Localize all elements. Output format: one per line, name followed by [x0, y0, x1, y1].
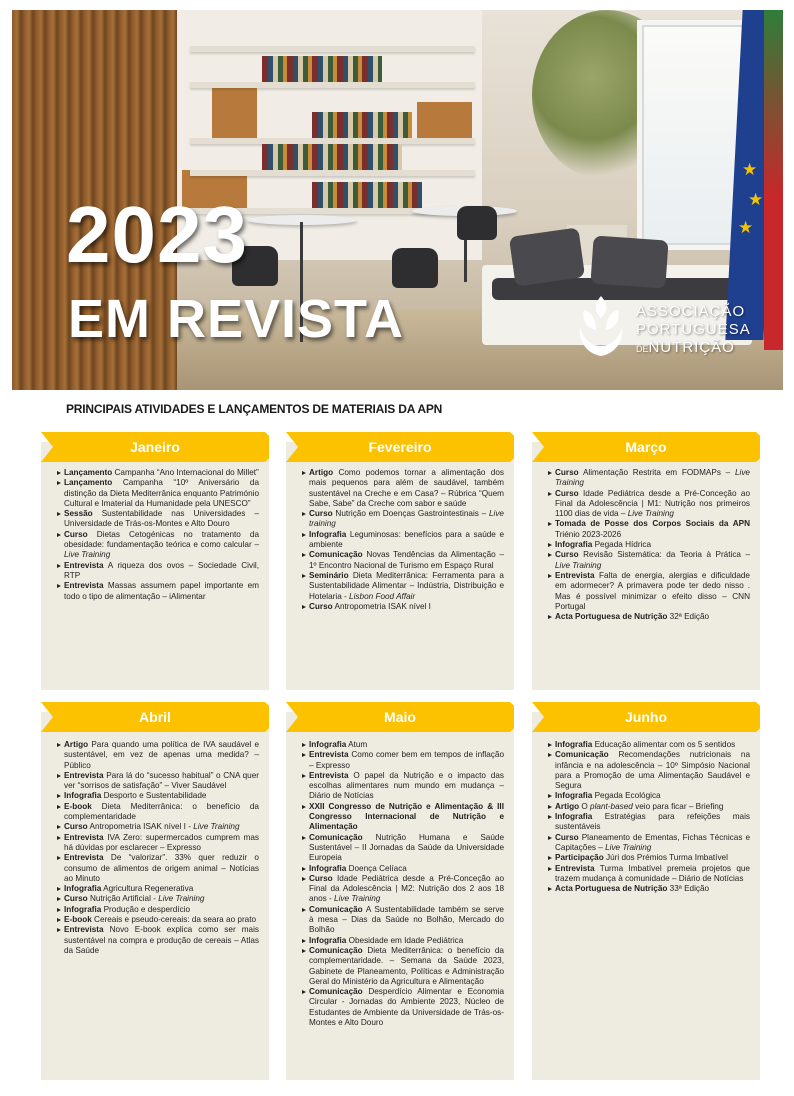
activity-item [548, 864, 750, 885]
activity-item [548, 853, 750, 863]
logo-line-3 [636, 339, 751, 358]
activity-item [302, 987, 504, 1028]
activity-item [57, 530, 259, 561]
activity-text: 32ª Edição [669, 612, 710, 622]
activity-text: Educação alimentar com os 5 sentidos [594, 740, 736, 749]
apn-logo [574, 292, 774, 362]
month-title: Maio [384, 709, 416, 725]
activity-list [57, 468, 259, 602]
activity-item [57, 791, 259, 801]
activity-type: Tomada de Posse dos Corpos Sociais da APN [555, 519, 750, 529]
activity-type: Comunicação [309, 945, 363, 955]
activity-text: Campanha “Ano Internacional do Millet” [114, 468, 259, 477]
activity-type: Curso [555, 832, 579, 842]
logo-line-2: PORTUGUESA [636, 321, 751, 338]
activity-item [57, 478, 259, 509]
activity-item [548, 519, 750, 540]
activity-text: 33ª Edição [669, 884, 710, 894]
logo-line-3-text: NUTRIÇÃO [648, 339, 735, 356]
activity-type: Entrevista [309, 770, 349, 780]
month-title: Junho [625, 709, 667, 725]
wheat-logo-icon [574, 292, 628, 360]
activity-italic: Live Training [193, 822, 240, 832]
activity-item [57, 771, 259, 792]
chair [392, 248, 438, 288]
activity-text: Nutrição em Doenças Gastrointestinais – [335, 509, 489, 519]
activity-text: Júri dos Prémios Turma Imbatível [605, 853, 728, 863]
activity-type: Infografia [64, 904, 102, 914]
activity-item [302, 833, 504, 864]
activity-text: Alimentação Restrita em FODMAPs – [582, 468, 735, 477]
books [312, 182, 422, 208]
activity-type: Entrevista [64, 925, 104, 935]
activity-type: Comunicação [309, 904, 363, 914]
activity-item [548, 550, 750, 571]
shelf [190, 82, 475, 88]
activity-item [548, 468, 750, 489]
activity-item [57, 581, 259, 602]
activity-item [548, 791, 750, 801]
shelf [190, 170, 475, 176]
activity-type: Lançamento [64, 468, 113, 477]
activity-text: Dieta Mediterrânica: o benefício da complementaridade. – Semana da Saúde 2023, Gabinete de Planeamento, Políticas e Administração Geral do Ministério da Agricultura e Alimentação [309, 945, 504, 986]
activity-text: Nutrição Humana e Saúde Sustentável – II Jornadas da Saúde da Universidade Europeia [309, 832, 504, 863]
activity-type: Comunicação [309, 987, 363, 997]
activity-item [302, 750, 504, 771]
month-card-maio [286, 709, 514, 1080]
logo-wordmark [636, 303, 751, 358]
activity-type: Infografia [309, 863, 347, 873]
activity-type: Entrevista [64, 770, 104, 780]
activity-type: Artigo [309, 468, 334, 477]
activity-text: Massas assumem papel importante em todo o tipo de alimentação – iAlimentar [64, 581, 259, 601]
activity-italic: Live training [309, 509, 504, 529]
activity-item [302, 802, 504, 833]
flag-star-icon: ★ [738, 218, 754, 237]
month-card-junho [532, 709, 760, 1080]
activity-type: Comunicação [555, 750, 609, 760]
activity-type: Curso [309, 873, 333, 883]
activity-text: Pegada Ecológica [594, 791, 661, 801]
activity-text: O papel da Nutrição e o impacto das escolhas alimentares num mundo em mudança – Diário de Notícias [309, 770, 504, 801]
activity-type: Sessão [64, 509, 93, 519]
activity-text: Revisão Sistemática: da Teoria à Prática – [583, 550, 750, 560]
activity-type: Entrevista [555, 570, 595, 580]
activity-item [57, 509, 259, 530]
activity-text: Para quando uma política de IVA saudável e sustentável, em vez de apenas uma medida? – Público [64, 740, 259, 770]
activity-item [548, 802, 750, 812]
activity-item [57, 905, 259, 915]
activity-italic: Live Training [627, 509, 674, 519]
activity-text: Nutrição Artificial - [89, 894, 159, 904]
activity-text: Novo E-book explica como ser mais sustentável na compra e produção de cereais – Atlas da Saúde [64, 925, 259, 955]
activity-text: Doença Celíaca [348, 863, 407, 873]
activity-item [57, 894, 259, 904]
shelf-cabinet [417, 102, 472, 140]
activity-type: Acta Portuguesa de Nutrição [555, 884, 668, 894]
activity-type: Infografia [64, 791, 102, 801]
activity-list [302, 740, 504, 1028]
activity-text: A riqueza dos ovos – Sociedade Civil, RTP [64, 560, 259, 580]
activity-item [57, 802, 259, 823]
activity-type: Infografia [64, 884, 102, 894]
activity-item [302, 468, 504, 509]
activity-item [302, 602, 504, 612]
month-card-janeiro [41, 439, 269, 690]
activity-item [548, 740, 750, 750]
activity-text: O [581, 801, 591, 811]
month-title: Janeiro [130, 439, 180, 455]
activity-text: Produção e desperdício [103, 904, 191, 914]
activity-italic: Live Training [555, 560, 602, 570]
activity-type: Entrevista [64, 832, 104, 842]
activity-text: Recomendações nutricionais na infância e na adolescência – 10º Simpósio Nacional para a Promoção de uma Alimentação Saudável e Segura [555, 750, 750, 791]
activity-italic: Live Training [64, 550, 111, 560]
activity-type: Curso [64, 529, 88, 539]
activity-item [302, 864, 504, 874]
activity-type: Infografia [309, 935, 347, 945]
activity-type: Artigo [64, 740, 89, 749]
month-title: Março [625, 439, 667, 455]
activity-text: Leguminosas: benefícios para a saúde e ambiente [309, 529, 504, 550]
activity-list [548, 468, 750, 622]
activity-text: Obesidade em Idade Pediátrica [348, 935, 464, 945]
cushion [590, 235, 668, 288]
activity-type: Entrevista [64, 581, 104, 591]
activity-text: Para lá do “sucesso habitual” o CNA quer ver “sorrisos de satisfação” – Viver Saudável [64, 770, 260, 791]
activity-type: Curso [555, 468, 579, 477]
activity-list [57, 740, 259, 956]
activity-text: Como comer bem em tempos de inflação – Expresso [309, 750, 504, 770]
activity-item [302, 740, 504, 750]
activity-text: Campanha “10º Aniversário da distinção da Dieta Mediterrânica enquanto Património Cultural e Imaterial da Humanidade pela UNESCO” [64, 478, 260, 508]
activity-type: Infografia [555, 740, 593, 749]
activity-list [302, 468, 504, 612]
activity-item [548, 571, 750, 612]
activity-type: Entrevista [64, 560, 104, 570]
activity-text: A Sustentabilidade também se serve à mesa – Dias da Saúde no Bolhão, Mercado do Bolhão [309, 904, 504, 935]
activity-text: Desporto e Sustentabilidade [103, 791, 207, 801]
flag-star-icon: ★ [748, 190, 764, 209]
activity-italic: Lisbon Food Affair [349, 591, 416, 601]
activity-type: Comunicação [309, 550, 363, 560]
activity-text: Dieta Mediterrânica: Ferramenta para a Sustentabilidade Alimentar – Indústria, Distribuição e Hotelaria - [309, 570, 504, 601]
activity-item [57, 925, 259, 956]
month-title: Abril [139, 709, 171, 725]
month-card-abril [41, 709, 269, 1080]
activity-type: Artigo [555, 801, 580, 811]
page-subtitle: EM REVISTA [68, 289, 405, 349]
activity-item [548, 884, 750, 894]
activity-italic: Live Training [555, 468, 750, 488]
activity-item [548, 812, 750, 833]
activity-italic: Live Training [334, 894, 381, 904]
activity-type: Seminário [309, 570, 349, 580]
activity-italic: plant-based [590, 801, 633, 811]
chair [457, 206, 497, 240]
activity-item [57, 822, 259, 832]
activity-text: Desperdício Alimentar e Economia Circular - Jornadas do Ambiente 2023, Núcleo de Estudantes de Ambiente da Universidade de Trás-os-Montes e Alto Douro [309, 987, 504, 1028]
activity-type: Infografia [555, 791, 593, 801]
activity-item [302, 905, 504, 936]
activity-text: Planeamento de Ementas, Fichas Técnicas e Capitações – [555, 832, 750, 852]
activity-item [57, 884, 259, 894]
activity-item [57, 740, 259, 771]
activity-type: Acta Portuguesa de Nutrição [555, 612, 668, 622]
activity-text: Atum [348, 740, 368, 749]
activity-list [548, 740, 750, 894]
logo-line-3-prefix: DE [636, 344, 649, 354]
activity-text: Idade Pediátrica desde a Pré-Conceção ao Final da Adolescência | M2: Nutrição dos 2 aos 18 anos - [309, 873, 504, 904]
activity-item [57, 468, 259, 478]
activity-type: Curso [64, 894, 88, 904]
activity-item [302, 530, 504, 551]
books [262, 144, 402, 170]
activity-type: Entrevista [309, 750, 349, 760]
shelf-cabinet [212, 82, 257, 142]
activity-type: Entrevista [555, 863, 595, 873]
activity-type: Lançamento [64, 478, 113, 488]
activity-item [548, 489, 750, 520]
activity-italic: Live Training [605, 842, 652, 852]
logo-line-1: ASSOCIAÇÃO [636, 303, 746, 320]
books [312, 112, 412, 138]
activity-type: E-book [64, 801, 92, 811]
activity-type: Curso [555, 550, 579, 560]
activity-text: Novas Tendências da Alimentação – 1º Encontro Nacional de Turismo em Espaço Rural [309, 550, 504, 570]
activity-type: Infografia [309, 740, 347, 749]
activity-text: Dieta Mediterrânica: o benefício da complementaridade [64, 801, 259, 822]
activity-item [302, 509, 504, 530]
page-title: 2023 [66, 190, 248, 279]
activity-text: Estratégias para refeições mais sustentáveis [555, 812, 750, 832]
activity-type: Participação [555, 853, 604, 863]
activity-text: Cereais e pseudo-cereais: da seara ao prato [94, 915, 257, 925]
shelf [190, 46, 475, 52]
activity-text: Agricultura Regenerativa [103, 884, 194, 894]
month-card-marco [532, 439, 760, 690]
activity-item [57, 853, 259, 884]
activity-item [57, 561, 259, 582]
activity-text: IVA Zero: supermercados cumprem mas há dúvidas por esclarecer – Expresso [64, 832, 259, 852]
activity-text: Sustentabilidade nas Universidades – Universidade de Trás-os-Montes e Alto Douro [64, 509, 259, 529]
activity-item [302, 874, 504, 905]
activity-italic: Live Training [158, 894, 205, 904]
activity-item [302, 771, 504, 802]
activity-text: Dietas Cetogénicas no tratamento da obesidade: fundamentação teórica e como calcular – [64, 529, 259, 550]
activity-type: XXII Congresso de Nutrição e Alimentação & III Congresso Internacional de Nutrição e Alimentação [309, 801, 504, 832]
activity-type: E-book [64, 915, 92, 925]
flag-star-icon: ★ [742, 160, 758, 179]
activity-item [302, 571, 504, 602]
activity-text: Turma Imbatível premeia projetos que trazem mudança à comunidade – Diário de Notícias [555, 863, 750, 883]
activity-item [548, 612, 750, 622]
activity-item [548, 750, 750, 791]
activity-text: De “valorizar”. 33% quer reduzir o consumo de alimentos de origem animal – Notícias ao Minuto [64, 853, 259, 883]
activity-type: Curso [555, 488, 579, 498]
activity-item [57, 833, 259, 854]
activity-item [57, 915, 259, 925]
month-title: Fevereiro [368, 439, 432, 455]
activity-item [302, 936, 504, 946]
activity-text: Como podemos tornar a alimentação dos mais pequenos para além de saudável, também sustentável na Creche e em Casa? – Rúbrica “Quem Sabe, Sabe” da Creche com sabor e saúde [309, 468, 505, 508]
activity-item [548, 540, 750, 550]
activity-type: Curso [309, 601, 333, 611]
activity-item [302, 946, 504, 987]
activity-type: Infografia [309, 529, 347, 539]
activity-text: Idade Pediátrica desde a Pré-Conceção ao Final da Adolescência | M1: Nutrição nos primeiros 1100 dias de vida – [555, 488, 750, 519]
activity-text: Antropometria ISAK nível I - [89, 822, 194, 832]
month-card-fevereiro [286, 439, 514, 690]
activity-text: Triénio 2023-2026 [555, 529, 622, 539]
activity-type: Curso [309, 509, 333, 519]
section-heading: PRINCIPAIS ATIVIDADES E LANÇAMENTOS DE MATERIAIS DA APN [66, 402, 443, 416]
cushion [509, 227, 585, 286]
activity-text: Falta de energia, alergias e dificuldade em adormecer? A primavera pode ter dedo nisso . Mas é possível minimizar o efeito disso – CNN Portugal [555, 570, 750, 611]
books [262, 56, 382, 82]
activity-type: Infografia [555, 812, 593, 822]
activity-item [302, 550, 504, 571]
activity-type: Entrevista [64, 853, 104, 863]
activity-text: Pegada Hídrica [594, 540, 652, 550]
activity-type: Curso [64, 822, 88, 832]
activity-text: Antropometria ISAK nível I [334, 601, 431, 611]
activity-text-after: veio para ficar – Briefing [632, 801, 724, 811]
activity-type: Comunicação [309, 832, 363, 842]
activity-item [548, 833, 750, 854]
activity-type: Infografia [555, 540, 593, 550]
